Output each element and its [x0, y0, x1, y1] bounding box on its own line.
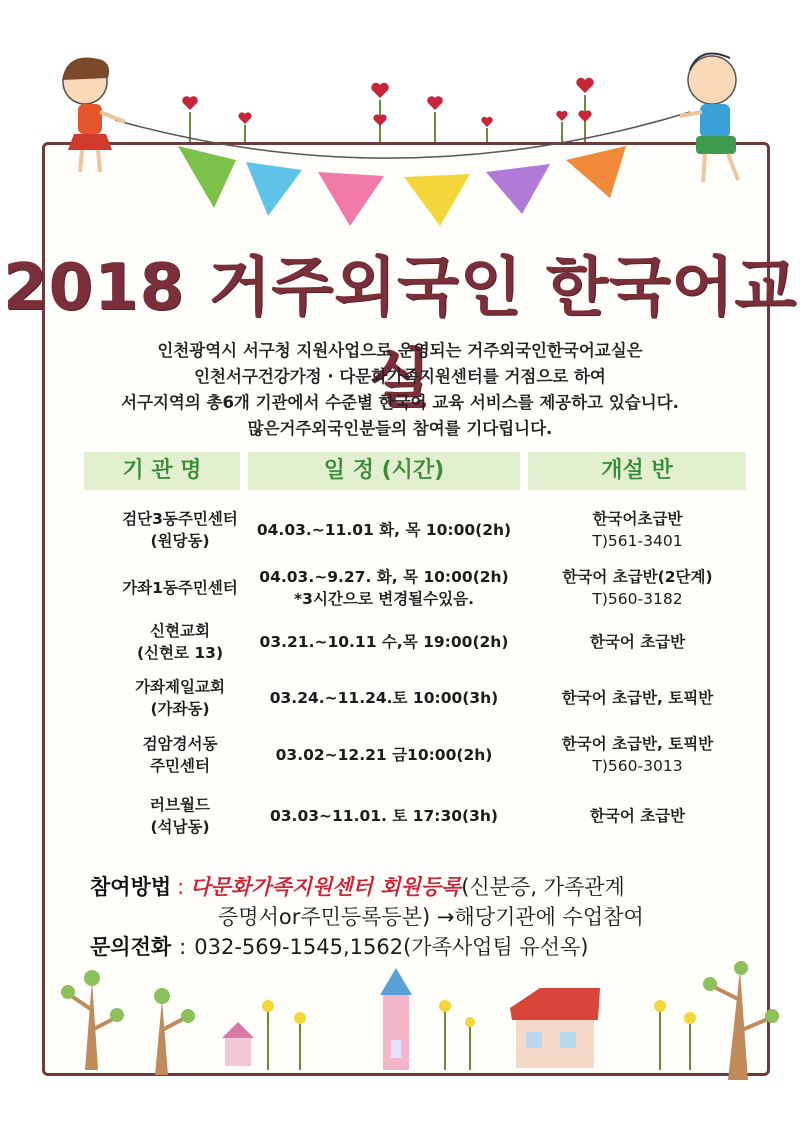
contact-phone: 032-569-1545,1562(가족사업팀 유선옥) — [194, 935, 589, 959]
bottom-decoration — [0, 960, 800, 1131]
schedule: 03.24.~11.24.토 10:00(3h) — [269, 689, 499, 707]
phone-number: T)560-3182 — [592, 590, 683, 608]
colon: : — [177, 875, 185, 899]
schedule: 03.03~11.01. 토 17:30(3h) — [269, 807, 499, 825]
intro-text — [0, 338, 800, 442]
schedule: 03.02~12.21 금10:00(2h) — [275, 746, 493, 764]
class-info: 한국어 초급반, 토픽반 — [561, 689, 714, 707]
table-row — [0, 794, 800, 842]
class-info: 한국어 초급반(2단계) T)560-3182 — [525, 566, 750, 610]
colon: : — [179, 935, 187, 959]
schedule: 04.03.~9.27. 화, 목 10:00(2h) *3시간으로 변경될수있음. — [259, 568, 509, 608]
org-name: 신현교회 (신현로 13) — [136, 622, 224, 662]
registration-highlight: 다문화가족지원센터 회원등록 — [190, 875, 462, 899]
phone-number: T)561-3401 — [592, 532, 683, 550]
intro-line: 서구지역의 총6개 기관에서 수준별 한국어 교육 서비스를 제공하고 있습니다. — [121, 393, 679, 412]
header-class: 개설 반 — [528, 452, 746, 490]
phone-number: T)560-3013 — [592, 757, 683, 775]
contact-label: 문의전화 — [90, 935, 172, 959]
participation-label: 참여방법 — [90, 875, 172, 899]
schedule: 04.03.~11.01 화, 목 10:00(2h) — [256, 521, 512, 539]
intro-line: 많은거주외국인분들의 참여를 기다립니다. — [247, 419, 553, 438]
tree-icon — [703, 961, 779, 1080]
class-info: 한국어 초급반, 토픽반 T)560-3013 — [525, 733, 750, 777]
poster-title: 2018 거주외국인 한국어교실 — [2, 251, 798, 417]
class-info: 한국어초급반 T)561-3401 — [525, 508, 750, 552]
org-name: 검단3동주민센터 (원당동) — [122, 510, 238, 550]
table-row — [0, 733, 800, 781]
table-row — [0, 676, 800, 724]
tower-house-icon — [380, 968, 412, 1070]
participation-detail: 증명서or주민등록등본) →해당기관에 수업참여 — [218, 905, 644, 929]
top-decoration — [0, 0, 800, 240]
flower-icon — [262, 1000, 696, 1070]
header-org: 기 관 명 — [84, 452, 240, 490]
table-row — [0, 508, 800, 556]
participation-info — [90, 872, 644, 962]
class-info: 한국어 초급반 — [589, 633, 686, 651]
header-schedule: 일 정 (시간) — [248, 452, 520, 490]
org-name: 검암경서동 주민센터 — [142, 735, 218, 775]
intro-line: 인천서구건강가정 · 다문화가족지원센터를 거점으로 하여 — [194, 367, 606, 386]
intro-line: 인천광역시 서구청 지원사업으로 운영되는 거주외국인한국어교실은 — [157, 341, 643, 360]
red-house-icon — [510, 988, 600, 1068]
house-icon — [222, 1022, 254, 1066]
org-name: 가좌제일교회 (가좌동) — [135, 678, 225, 718]
boy-illustration — [680, 54, 738, 182]
participation-detail: (신분증, 가족관계 — [461, 875, 625, 899]
org-name: 가좌1동주민센터 — [122, 579, 238, 597]
org-name: 러브월드 (석남동) — [150, 796, 210, 836]
table-row — [0, 566, 800, 614]
girl-illustration — [62, 58, 125, 173]
table-row — [0, 620, 800, 668]
class-info: 한국어 초급반 — [589, 807, 686, 825]
schedule: 03.21.~10.11 수,목 19:00(2h) — [259, 633, 509, 651]
tree-icon — [61, 970, 195, 1075]
